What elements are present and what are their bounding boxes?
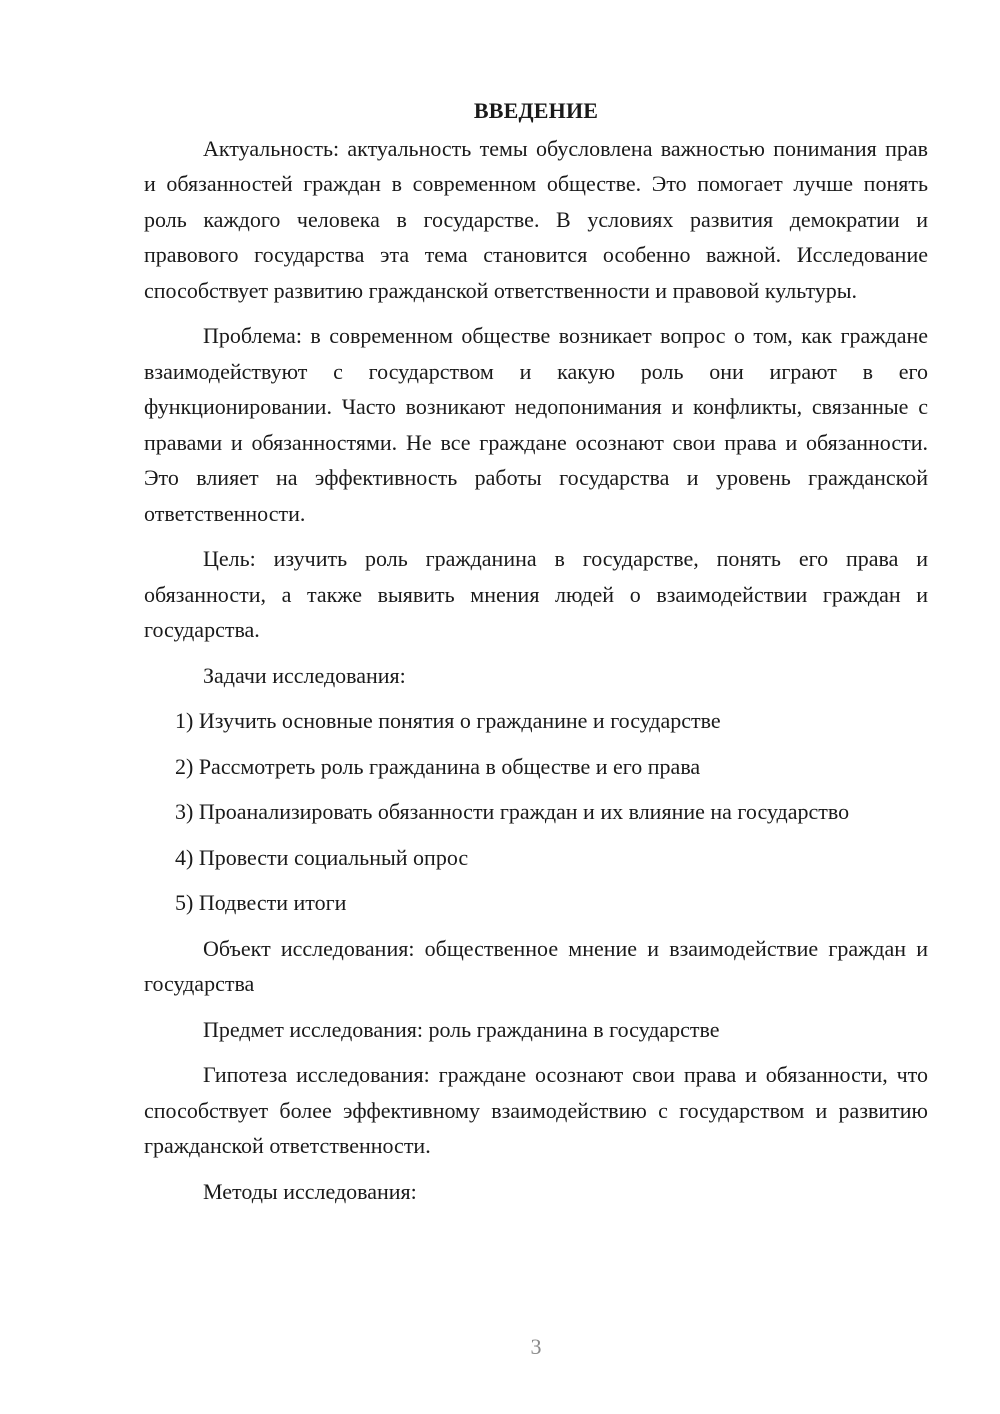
section-heading: ВВЕДЕНИЕ <box>473 98 599 123</box>
task-item: 4) Провести социальный опрос <box>175 844 469 870</box>
task-item: 2) Рассмотреть роль гражданина в обществе и его права <box>175 753 701 779</box>
task-item: 1) Изучить основные понятия о гражданине и государстве <box>175 708 721 733</box>
methods-paragraph: Методы исследования: <box>203 1178 417 1204</box>
subject-paragraph: Предмет исследования: роль гражданина в государстве <box>203 1016 720 1042</box>
object-paragraph: Объект исследования: общественное мнение и взаимодействие граждан и государства <box>144 935 928 996</box>
problem-paragraph: Проблема: в современном обществе возникает вопрос о том, как граждане взаимодействуют с государством и какую роль они играют в его функционировании. Часто возникают недопонимания и конфликты, связанные с правами и обязанностями. Не все граждане осознают свои права и обязанности. Это влияет на эффективность работы государства и уровень гражданской ответственности. <box>144 323 928 526</box>
tasks-heading: Задачи исследования: <box>203 662 406 688</box>
task-item: 5) Подвести итоги <box>175 890 347 915</box>
page-number: 3 <box>530 1334 542 1359</box>
document-page <box>144 93 928 1219</box>
goal-paragraph: Цель: изучить роль гражданина в государстве, понять его права и обязанности, а также выявить мнения людей о взаимодействии граждан и государства. <box>144 546 928 642</box>
task-item: 3) Проанализировать обязанности граждан и их влияние на государство <box>175 799 850 824</box>
relevance-paragraph: Актуальность: актуальность темы обусловлена важностью понимания прав и обязанностей граждан в современном обществе. Это помогает лучше понять роль каждого человека в государстве. В условиях развития демократии и правового государства эта тема становится особенно важной. Исследование способствует развитию гражданской ответственности и правовой культуры. <box>144 135 928 303</box>
hypothesis-paragraph: Гипотеза исследования: граждане осознают свои права и обязанности, что способствует более эффективному взаимодействию с государством и развитию гражданской ответственности. <box>144 1062 928 1158</box>
